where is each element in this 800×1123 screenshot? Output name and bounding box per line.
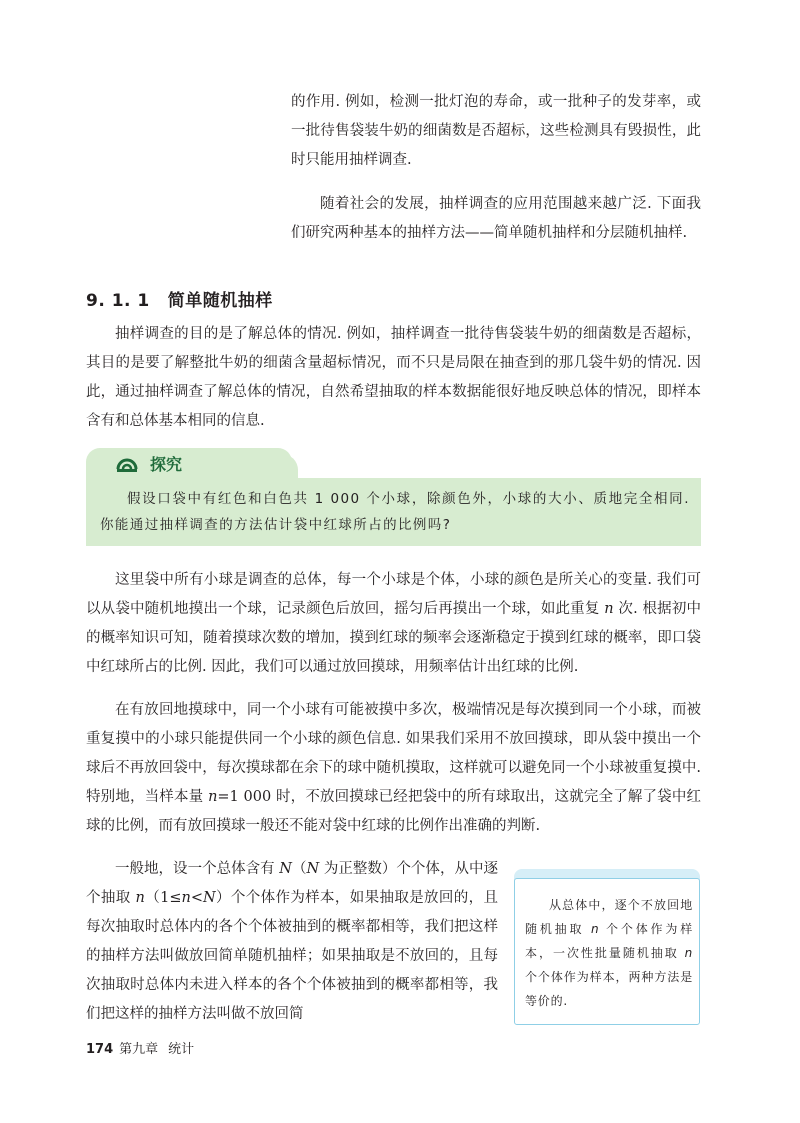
margin-note-text <box>525 893 693 1013</box>
text: ）个个体作为样本，如果抽取是放回的，且每次抽取时总体内的各个个体被抽到的概率都相等，我们把这样的抽样方法叫做放回简单随机抽样；如果抽取是不放回的，且每次抽取时总体内未进入样本的各个个体被抽到的概率都相等，我们把这样的抽样方法叫做不放回简 <box>86 890 498 1022</box>
text: 为正整数）个个体，从中逐个抽取 <box>86 861 498 906</box>
variable: N <box>279 861 292 877</box>
paragraph-intro: 抽样调查的目的是了解总体的情况. 例如，抽样调查一批待售袋装牛奶的细菌数是否超标，其目的是要了解整批牛奶的细菌含量超标情况，而不只是局限在抽查到的那几袋牛奶的情况. 因此，通过抽样调查了解总体的情况，自然希望抽取的样本数据能很好地反映总体的情况，即样本含有和总体基本相同的信息. <box>86 326 701 429</box>
text: 个个体作为样本，一次性批量随机抽取 <box>525 922 693 960</box>
paragraph-top-1: 的作用. 例如，检测一批灯泡的寿命，或一批种子的发芽率，或一批待售袋装牛奶的细菌数是否超标，这些检测具有毁损性，此时只能用抽样调查. <box>291 94 701 168</box>
text: 在有放回地摸球中，同一个小球有可能被摸中多次，极端情况是每次摸到同一个小球，而被重复摸中的小球只能提供同一个小球的颜色信息. 如果我们采用不放回摸球，即从袋中摸出一个球后不再放回袋中，每次摸球都在余下的球中随机摸取，这样就可以避免同一个小球被重复摸中. 特别地，当样本量 <box>86 702 701 805</box>
text: < <box>190 890 203 906</box>
margin-note <box>514 878 700 1025</box>
variable: n <box>135 890 145 906</box>
explore-text: 假设口袋中有红色和白色共 1 000 个小球，除颜色外，小球的大小、质地完全相同. 你能通过抽样调查的方法估计袋中红球所占的比例吗? <box>100 491 690 533</box>
paragraph-definition <box>86 855 498 1029</box>
chapter-title: 统计 <box>168 1042 195 1057</box>
variable: n <box>604 601 614 617</box>
section-heading <box>86 286 273 311</box>
page-number: 174 <box>86 1042 114 1057</box>
paragraph-replacement-discussion <box>86 696 701 841</box>
text: 从总体中，逐个不放回地随机抽取 <box>525 898 693 936</box>
paragraph-sampling-explanation <box>86 566 701 682</box>
text: 个个体作为样本，两种方法是等价的. <box>525 970 693 1008</box>
explore-icon <box>116 453 138 473</box>
section-title: 简单随机抽样 <box>167 291 273 311</box>
text: 一般地，设一个总体含有 <box>115 861 280 877</box>
variable: n <box>684 946 693 960</box>
text: =1 000 时，不放回摸球已经把袋中的所有球取出，这就完全了解了袋中红球的比例，而有放回摸球一般还不能对袋中红球的比例作出准确的判断. <box>86 789 701 834</box>
paragraph-top-2: 随着社会的发展，抽样调查的应用范围越来越广泛. 下面我们研究两种基本的抽样方法——简单随机抽样和分层随机抽样. <box>291 196 701 241</box>
explore-body <box>86 478 701 546</box>
variable: N <box>202 890 216 906</box>
variable: n <box>590 922 600 936</box>
variable: N <box>306 861 320 877</box>
text: （ <box>291 861 307 877</box>
explore-title: 探究 <box>150 455 183 474</box>
explore-tab-ear <box>276 454 298 478</box>
text: （1≤ <box>144 890 182 906</box>
variable: n <box>208 789 218 805</box>
chapter-label: 第九章 <box>119 1042 159 1057</box>
text: 这里袋中所有小球是调查的总体，每一个小球是个体，小球的颜色是所关心的变量. 我们可以从袋中随机地摸出一个球，记录颜色后放回，摇匀后再摸出一个球，如此重复 <box>86 572 701 617</box>
variable: n <box>181 890 191 906</box>
page-footer <box>86 1038 194 1057</box>
section-number: 9. 1. 1 <box>86 291 150 311</box>
text: 次. 根据初中的概率知识可知，随着摸球次数的增加，摸到红球的频率会逐渐稳定于摸到红球的概率，即口袋中红球所占的比例. 因此，我们可以通过放回摸球，用频率估计出红球的比例. <box>86 601 701 675</box>
explore-box <box>86 448 701 546</box>
